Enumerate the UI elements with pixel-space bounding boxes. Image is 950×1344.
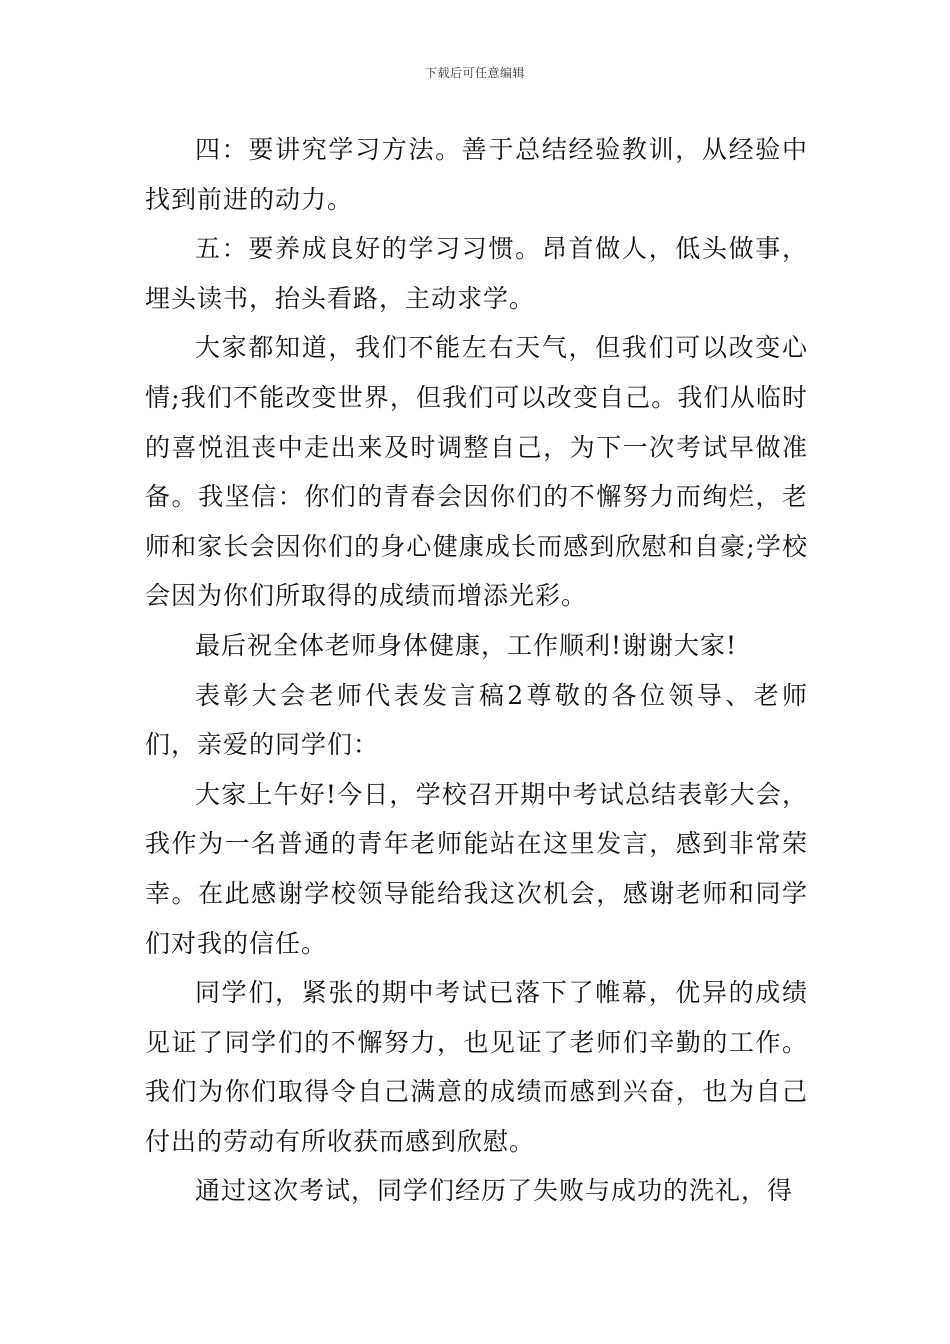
paragraph-greeting: 大家上午好!今日，学校召开期中考试总结表彰大会，我作为一名普通的青年老师能站在这里发言，感到非常荣幸。在此感谢学校领导能给我这次机会，感谢老师和同学们对我的信任。 [145,779,808,958]
paragraph-speech-2-opening: 表彰大会老师代表发言稿2尊敬的各位领导、老师们，亲爱的同学们： [145,680,808,760]
document-body [145,125,808,1216]
paragraph-study-habits: 五：要养成良好的学习习惯。昂首做人，低头做事，埋头读书，抬头看路，主动求学。 [145,234,808,313]
paragraph-change-yourself: 大家都知道，我们不能左右天气，但我们可以改变心情;我们不能改变世界，但我们可以改变自己。我们从临时的喜悦沮丧中走出来及时调整自己，为下一次考试早做准备。我坚信：你们的青春会因你们的不懈努力而绚烂，老师和家长会因你们的身心健康成长而感到欣慰和自豪;学校会因为你们所取得的成绩而增添光彩。 [145,333,808,611]
paragraph-exam-results: 同学们，紧张的期中考试已落下了帷幕，优异的成绩见证了同学们的不懈努力，也见证了老师们辛勤的工作。我们为你们取得令自己满意的成绩而感到兴奋，也为自己付出的劳动有所收获而感到欣慰。 [145,978,808,1156]
page-header-note: 下载后可任意编辑 [424,66,525,80]
paragraph-study-method: 四：要讲究学习方法。善于总结经验教训，从经验中找到前进的动力。 [145,135,808,214]
paragraph-exam-experience: 通过这次考试，同学们经历了失败与成功的洗礼，得 [195,1176,794,1206]
paragraph-closing-wishes: 最后祝全体老师身体健康，工作顺利!谢谢大家! [195,630,738,660]
